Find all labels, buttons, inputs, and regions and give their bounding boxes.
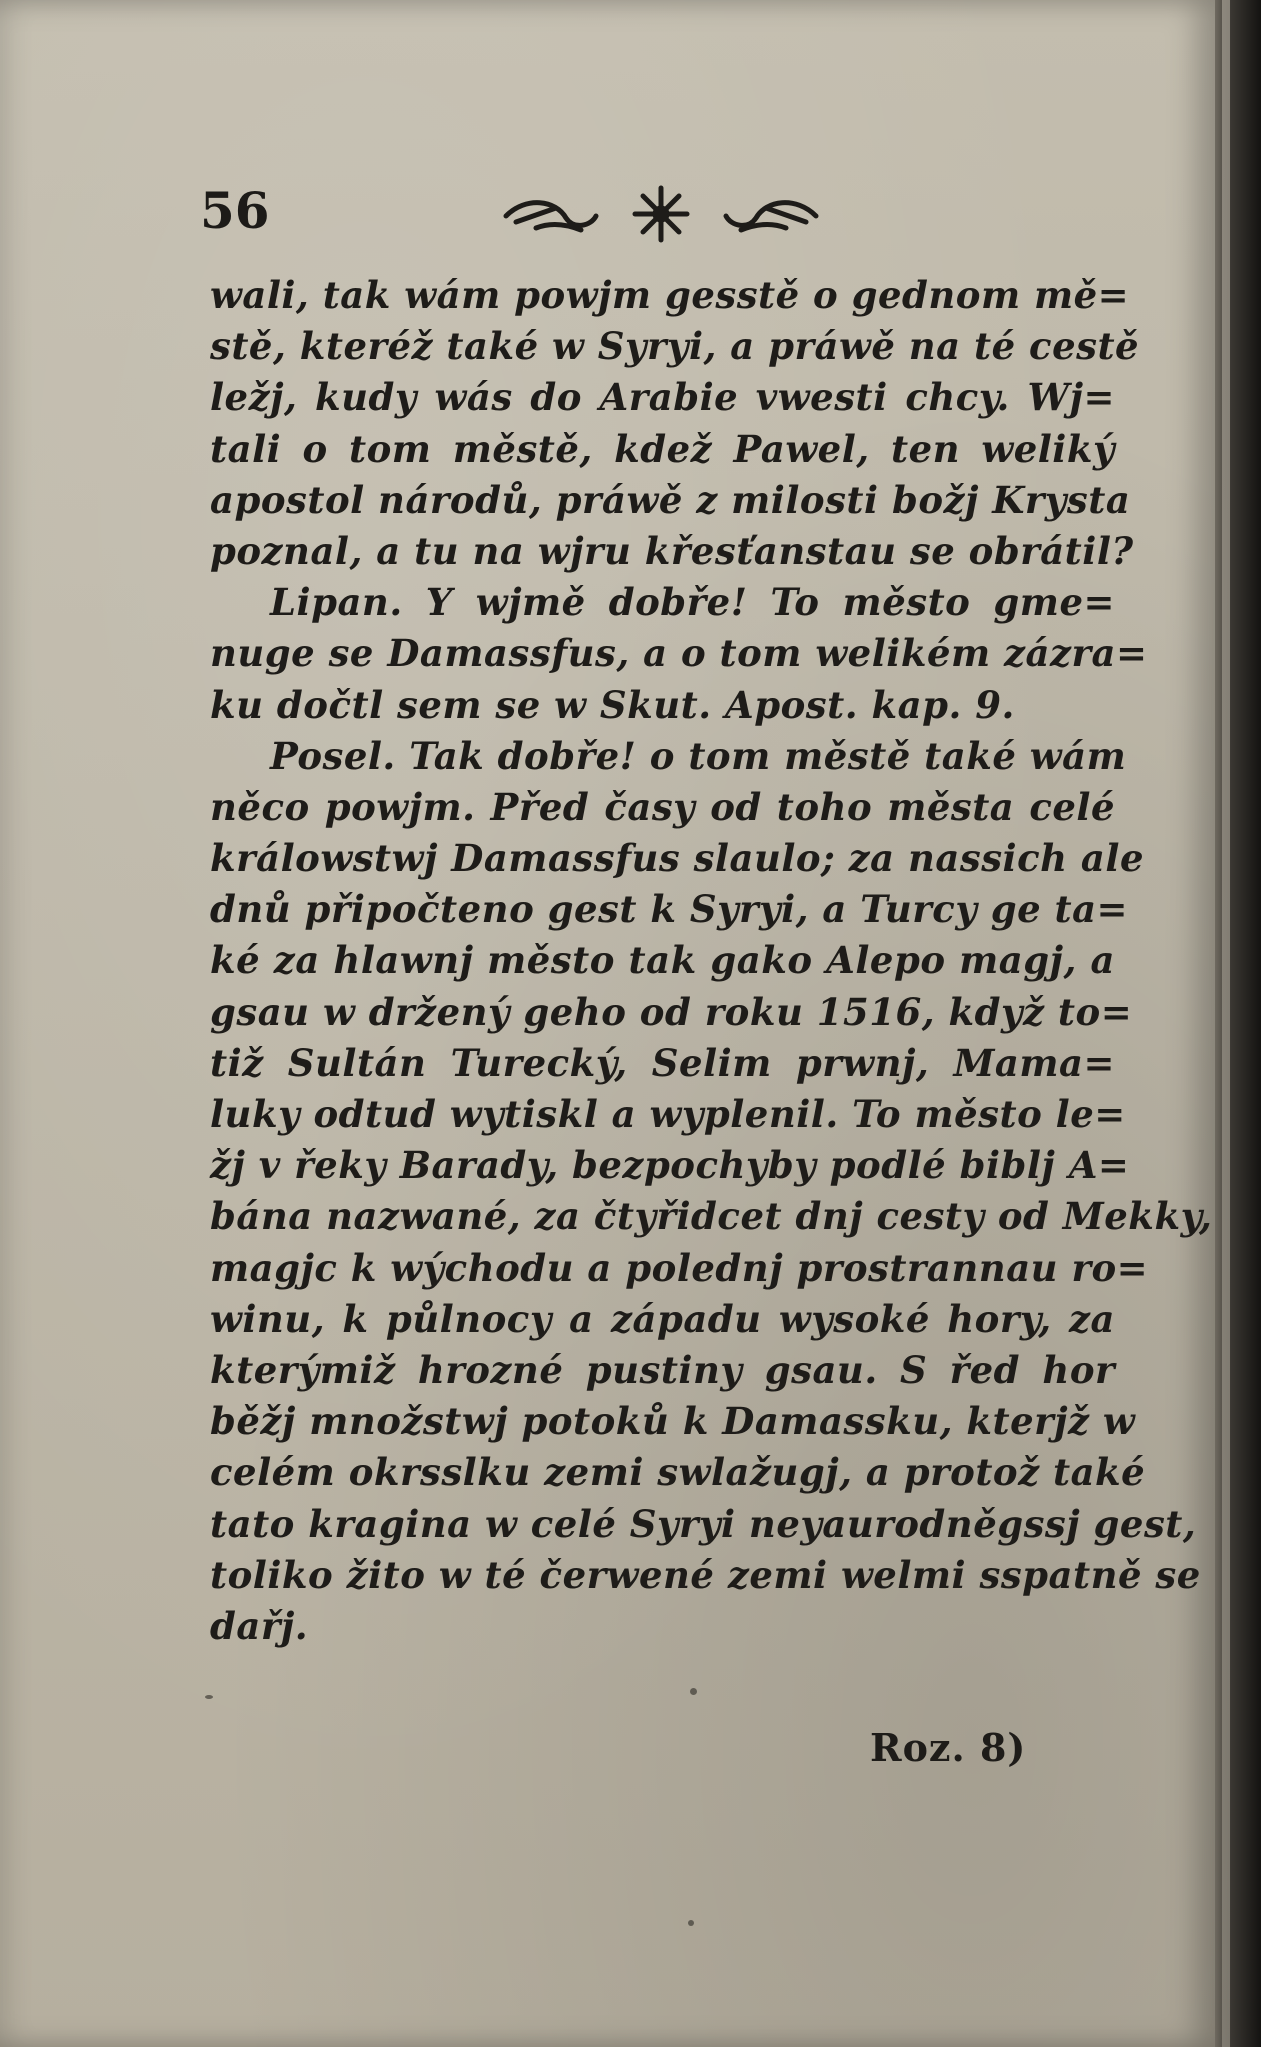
text-line: tato kragina w celé Syryi neyaurodněgssj gest, bbox=[210, 1501, 1197, 1546]
ink-speck bbox=[205, 1695, 213, 1699]
ink-speck bbox=[690, 1688, 697, 1695]
text-line: králowstwj Damassfus slaulo; za nassich ale bbox=[210, 836, 1144, 881]
text-line: stě, kteréž také w Syryi, a práwě na té cestě bbox=[210, 324, 1140, 369]
text-line: ku dočtl sem se w Skut. Apost. kap. 9. bbox=[210, 682, 1015, 727]
text-line: bána nazwané, za čtyřidcet dnj cesty od Mekky, bbox=[210, 1194, 1213, 1239]
text-line: nuge se Damassfus, a o tom welikém zázra= bbox=[210, 631, 1148, 676]
catchword: Roz. 8) bbox=[870, 1725, 1027, 1770]
text-line: něco powjm. Před časy od toho města celé bbox=[210, 784, 1115, 829]
page-edge-strip bbox=[1222, 0, 1230, 2047]
body-text bbox=[210, 270, 1213, 1652]
text-line: gsau w držený geho od roku 1516, když to= bbox=[210, 989, 1133, 1034]
text-line: Lipan. Y wjmě dobře! To město gme= bbox=[270, 580, 1115, 625]
text-line: wali, tak wám powjm gesstě o gednom mě= bbox=[210, 273, 1130, 317]
ink-speck bbox=[688, 1920, 694, 1926]
text-line: apostol národů, práwě z milosti božj Krysta bbox=[210, 477, 1131, 522]
text-line: dnů připočteno gest k Syryi, a Turcy ge ta= bbox=[210, 887, 1129, 932]
text-line: Posel. Tak dobře! o tom městě také wám bbox=[270, 733, 1127, 778]
text-line: celém okrsslku zemi swlažugj, a protož také bbox=[210, 1450, 1146, 1495]
text-line: tali o tom městě, kdež Pawel, ten weliký bbox=[210, 426, 1115, 471]
text-line: žj v řeky Barady, bezpochyby podlé biblj A= bbox=[210, 1143, 1130, 1188]
text-line: toliko žito w té čerwené zemi welmi sspatně se bbox=[210, 1552, 1201, 1597]
text-line: ležj, kudy wás do Arabie vwesti chcy. Wj= bbox=[210, 375, 1115, 420]
text-line: běžj množstwj potoků k Damassku, kterjž w bbox=[210, 1399, 1136, 1444]
text-line: ké za hlawnj město tak gako Alepo magj, a bbox=[210, 938, 1115, 983]
fleuron-ornament-icon bbox=[496, 178, 826, 248]
page-number: 56 bbox=[200, 181, 270, 240]
text-line: winu, k půlnocy a západu wysoké hory, za bbox=[210, 1296, 1115, 1341]
text-line: luky odtud wytiskl a wyplenil. To město le= bbox=[210, 1092, 1126, 1136]
text-line: tiž Sultán Turecký, Selim prwnj, Mama= bbox=[210, 1040, 1115, 1085]
text-line: poznal, a tu na wjru křesťanstau se obrátil? bbox=[210, 528, 1134, 573]
page-header bbox=[200, 178, 1080, 258]
text-line: kterýmiž hrozné pustiny gsau. S řed hor bbox=[210, 1347, 1115, 1392]
text-line: dařj. bbox=[210, 1603, 309, 1648]
text-line: magjc k wýchodu a polednj prostrannau ro= bbox=[210, 1245, 1149, 1290]
